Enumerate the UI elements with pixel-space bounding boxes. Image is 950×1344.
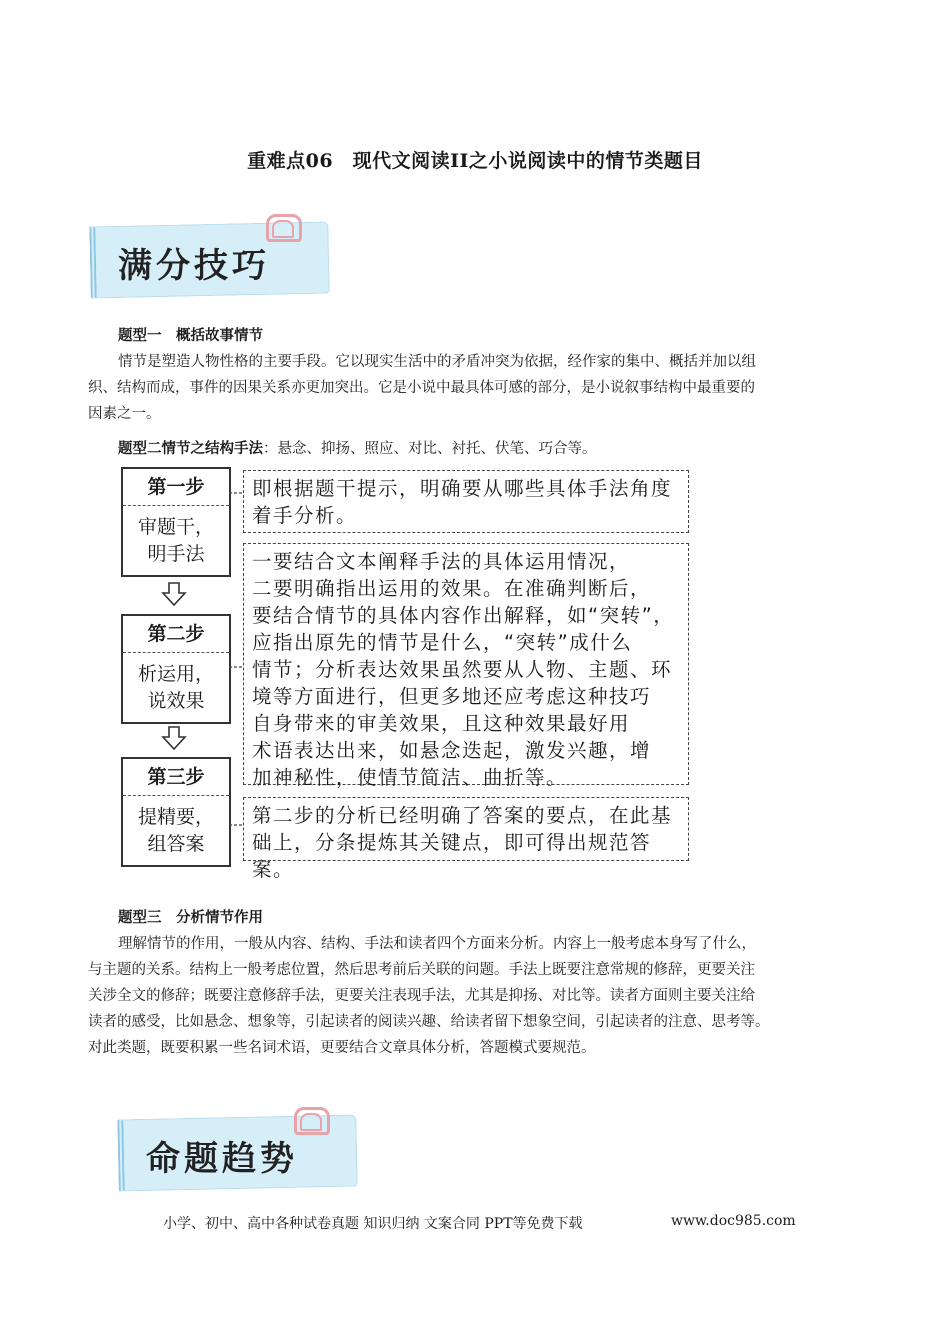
section2-heading: 题型二情节之结构手法 — [118, 440, 263, 457]
para-line: 关涉全文的修辞；既要注意修辞手法，更要关注表现手法，尤其是抑扬、对比等。读者方面则主要关注给 — [88, 988, 755, 1004]
banner-label: 满分技巧 — [118, 246, 270, 286]
down-arrow-icon — [161, 726, 187, 750]
section3-paragraph — [88, 931, 888, 1061]
section2-content: ：悬念、抑扬、照应、对比、衬托、伏笔、巧合等。 — [263, 441, 597, 457]
step1-head: 第一步 — [123, 469, 229, 506]
paperclip-inner-icon — [300, 1113, 322, 1131]
step3-head: 第三步 — [123, 759, 229, 796]
step3-explanation: 第二步的分析已经明确了答案的要点，在此基 础上，分条提炼其关键点，即可得出规范答案。 — [243, 797, 689, 861]
para-line: 织、结构而成，事件的因果关系亦更加突出。它是小说中最具体可感的部分，是小说叙事结构中最重要的 — [88, 380, 755, 396]
section2-heading-line — [118, 436, 597, 462]
section3-heading: 题型三 分析情节作用 — [118, 909, 263, 926]
down-arrow-icon — [161, 582, 187, 606]
footer-link[interactable]: www.doc985.com — [671, 1213, 796, 1229]
footer-text: 小学、初中、高中各种试卷真题 知识归纳 文案合同 PPT等免费下载 — [163, 1216, 583, 1232]
banner-trends — [118, 1105, 358, 1195]
step2-body: 析运用， 说效果 — [137, 663, 214, 712]
step2-explanation: 一要结合文本阐释手法的具体运用情况， 二要明确指出运用的效果。在准确判断后， 要结合情节的具体内容作出解释，如“突转”， 应指出原先的情节是什么，“突转”成什么 情节；分析表达效果虽然要从人物、主题、环 境等方面进行，但更多地还应考虑这种技巧 自身带来的审美效果，且这种效果最好用 术语表达出来，如悬念迭起，激发兴趣，增 加神秘性，使情节简洁、曲折等。 — [243, 543, 689, 785]
para-line: 因素之一。 — [88, 406, 161, 422]
section1-heading: 题型一 概括故事情节 — [118, 327, 263, 344]
step2-box — [121, 614, 231, 724]
step1-body: 审题干， 明手法 — [137, 516, 214, 565]
section1-paragraph — [88, 349, 878, 427]
step1-box — [121, 467, 231, 577]
step3-box — [121, 757, 231, 867]
step2-head: 第二步 — [123, 616, 229, 653]
paperclip-inner-icon — [272, 220, 294, 238]
step1-explanation: 即根据题干提示，明确要从哪些具体手法角度 着手分析。 — [243, 470, 689, 533]
banner-label: 命题趋势 — [146, 1139, 298, 1179]
para-line: 情节是塑造人物性格的主要手段。它以现实生活中的矛盾冲突为依据，经作家的集中、概括并加以组 — [118, 354, 756, 370]
para-line: 读者的感受，比如悬念、想象等，引起读者的阅读兴趣、给读者留下想象空间，引起读者的注意、思考等。 — [88, 1014, 770, 1030]
para-line: 与主题的关系。结构上一般考虑位置，然后思考前后关联的问题。手法上既要注意常规的修辞，更要关注 — [88, 962, 755, 978]
para-line: 理解情节的作用，一般从内容、结构、手法和读者四个方面来分析。内容上一般考虑本身写了什么， — [118, 936, 756, 952]
page-title: 重难点06 现代文阅读II之小说阅读中的情节类题目 — [247, 150, 703, 172]
banner-skills — [90, 212, 330, 302]
step3-body: 提精要， 组答案 — [137, 806, 214, 855]
para-line: 对此类题，既要积累一些名词术语，更要结合文章具体分析，答题模式要规范。 — [88, 1040, 596, 1056]
